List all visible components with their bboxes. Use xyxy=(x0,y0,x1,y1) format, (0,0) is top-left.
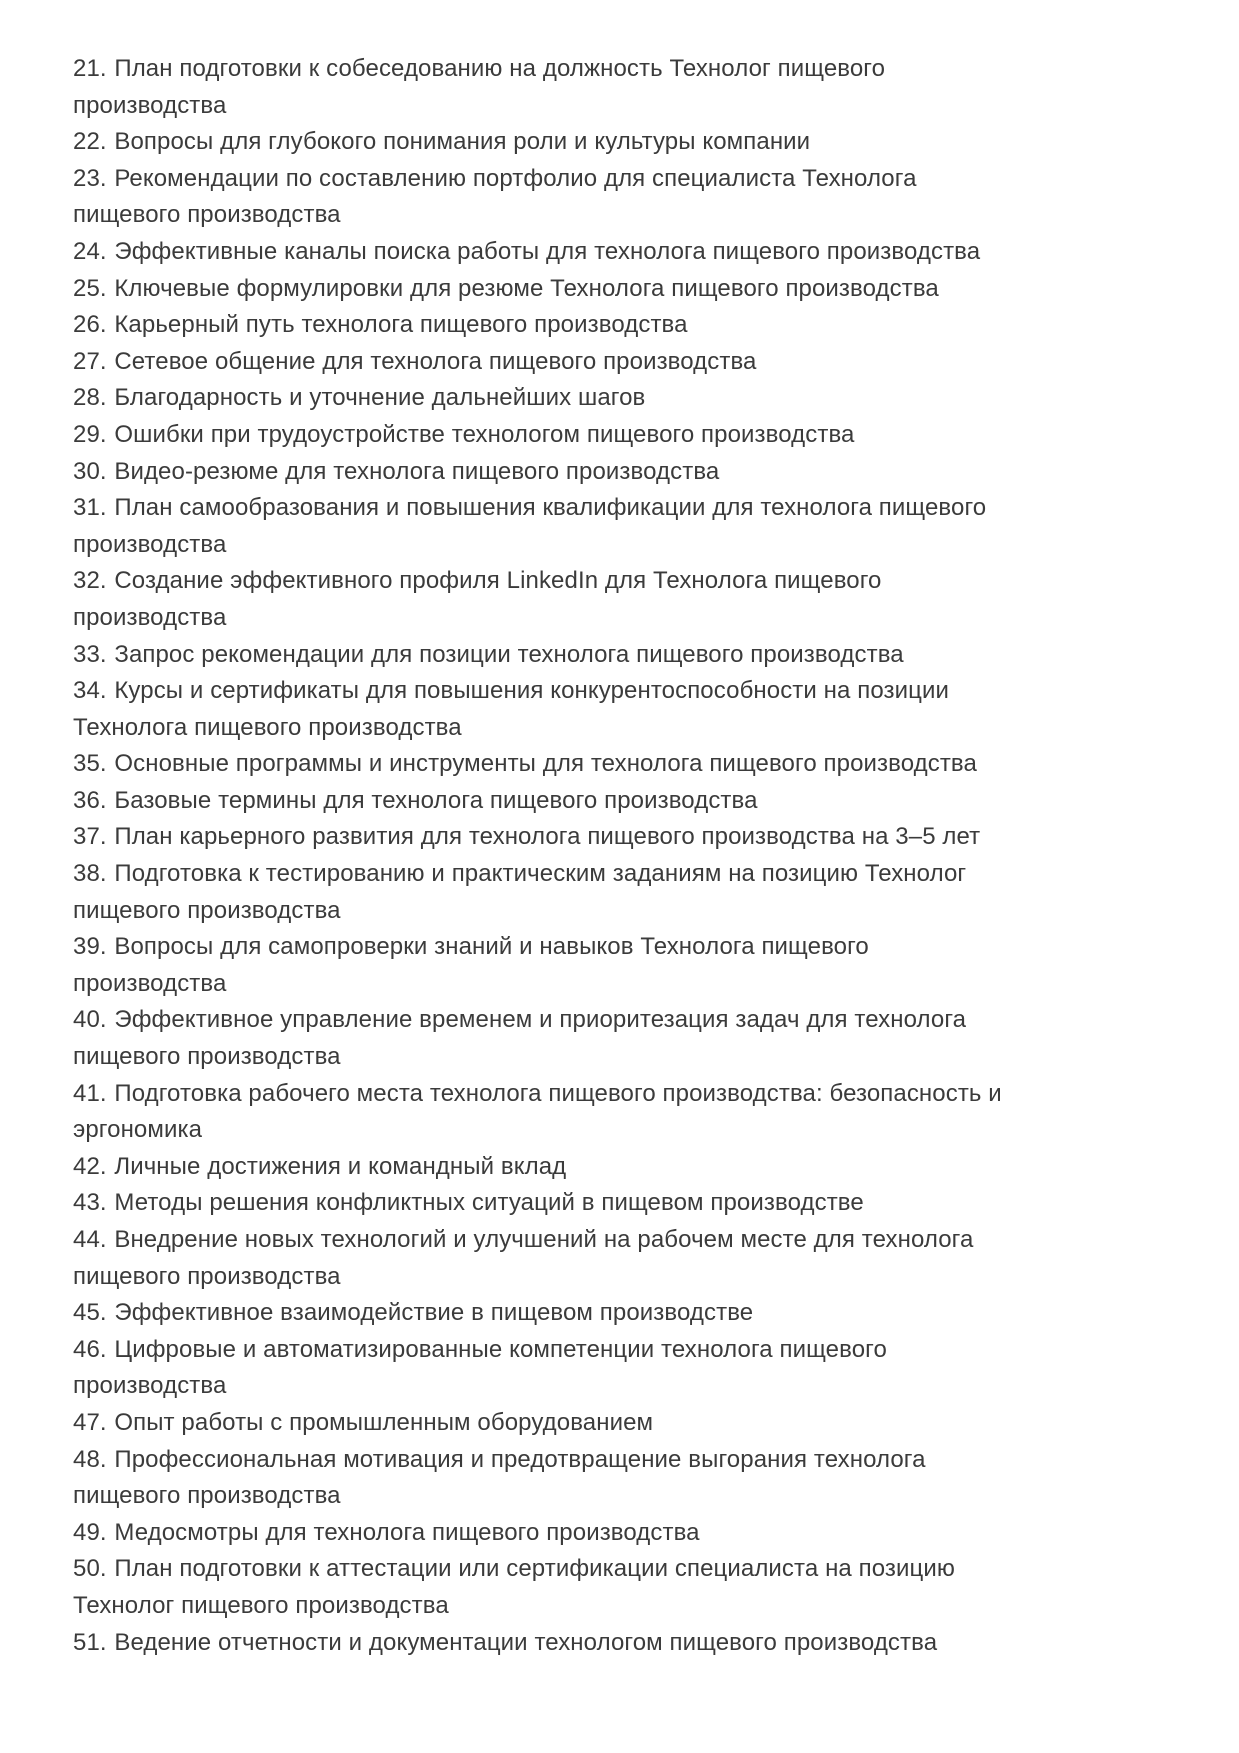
list-item-text: Рекомендации по составлению портфолио для специалиста Технолога пищевого производства xyxy=(73,164,917,229)
list-item-number: 27. xyxy=(73,347,107,375)
list-item-text: Профессиональная мотивация и предотвращение выгорания технолога пищевого производства xyxy=(73,1445,926,1510)
list-item xyxy=(73,746,1025,783)
list-item-number: 38. xyxy=(73,860,107,888)
list-item-text: Вопросы для глубокого понимания роли и культуры компании xyxy=(114,128,811,156)
list-item xyxy=(73,1332,1025,1405)
list-item xyxy=(73,856,1025,929)
list-item-number: 45. xyxy=(73,1299,107,1327)
list-item-number: 36. xyxy=(73,786,107,814)
list-item xyxy=(73,344,1025,381)
list-item-number: 40. xyxy=(73,1006,107,1034)
list-item xyxy=(73,51,1025,124)
list-item-number: 30. xyxy=(73,457,107,485)
list-item xyxy=(73,1551,1025,1624)
list-item xyxy=(73,819,1025,856)
list-item-text: Видео-резюме для технолога пищевого производства xyxy=(114,457,720,485)
list-item-text: Карьерный путь технолога пищевого производства xyxy=(114,311,688,339)
list-item-text: План подготовки к собеседованию на должность Технолог пищевого производства xyxy=(73,55,886,119)
list-item xyxy=(73,1295,1025,1332)
list-item-number: 26. xyxy=(73,311,107,339)
list-item-text: Подготовка рабочего места технолога пищевого производства: безопасность и эргономика xyxy=(73,1079,1002,1144)
list-item-number: 24. xyxy=(73,237,107,265)
list-item-number: 28. xyxy=(73,384,107,412)
list-item-text: Личные достижения и командный вклад xyxy=(114,1152,567,1180)
list-item-text: Эффективное взаимодействие в пищевом производстве xyxy=(114,1299,754,1327)
list-item-text: Эффективные каналы поиска работы для технолога пищевого производства xyxy=(114,237,981,265)
list-item xyxy=(73,1442,1025,1515)
list-item xyxy=(73,637,1025,674)
list-item-number: 46. xyxy=(73,1335,107,1363)
list-item xyxy=(73,1625,1025,1662)
list-item-number: 23. xyxy=(73,164,107,192)
list-item-text: Основные программы и инструменты для технолога пищевого производства xyxy=(114,750,977,778)
list-item-text: Медосмотры для технолога пищевого производства xyxy=(114,1518,700,1546)
list-item xyxy=(73,1185,1025,1222)
list-item-number: 41. xyxy=(73,1079,107,1107)
list-item-text: Ведение отчетности и документации технологом пищевого производства xyxy=(114,1628,938,1656)
list-item-number: 47. xyxy=(73,1408,107,1436)
list-item xyxy=(73,1076,1025,1149)
list-item-number: 48. xyxy=(73,1445,107,1473)
list-item-text: Базовые термины для технолога пищевого производства xyxy=(114,786,758,814)
list-item-text: Сетевое общение для технолога пищевого производства xyxy=(114,347,757,375)
list-item-number: 42. xyxy=(73,1152,107,1180)
list-item xyxy=(73,1405,1025,1442)
list-item-text: Ошибки при трудоустройстве технологом пищевого производства xyxy=(114,420,855,448)
list-item-number: 34. xyxy=(73,677,107,705)
list-item-text: Благодарность и уточнение дальнейших шагов xyxy=(114,384,646,412)
list-item-text: Курсы и сертификаты для повышения конкурентоспособности на позиции Технолога пищевого производства xyxy=(73,677,949,741)
list-item xyxy=(73,417,1025,454)
list-item xyxy=(73,161,1025,234)
list-item-text: План подготовки к аттестации или сертификации специалиста на позицию Технолог пищевого производства xyxy=(73,1555,955,1619)
list-item xyxy=(73,271,1025,308)
list-item-number: 43. xyxy=(73,1189,107,1217)
list-item-number: 51. xyxy=(73,1628,107,1656)
list-item xyxy=(73,783,1025,820)
list-item-number: 22. xyxy=(73,128,107,156)
list-item-text: Вопросы для самопроверки знаний и навыков Технолога пищевого производства xyxy=(73,933,869,997)
list-item-number: 50. xyxy=(73,1555,107,1583)
list-item xyxy=(73,307,1025,344)
list-item-text: Методы решения конфликтных ситуаций в пищевом производстве xyxy=(114,1189,864,1217)
list-item-number: 31. xyxy=(73,494,107,522)
list-item-number: 33. xyxy=(73,640,107,668)
list-item-text: План самообразования и повышения квалификации для технолога пищевого производства xyxy=(73,494,987,558)
list-item xyxy=(73,124,1025,161)
list-item-number: 32. xyxy=(73,567,107,595)
list-item-text: План карьерного развития для технолога пищевого производства на 3–5 лет xyxy=(114,823,981,851)
list-item xyxy=(73,929,1025,1002)
list-item-text: Опыт работы с промышленным оборудованием xyxy=(114,1408,654,1436)
list-item xyxy=(73,1149,1025,1186)
list-item xyxy=(73,454,1025,491)
list-item xyxy=(73,234,1025,271)
list-item-number: 39. xyxy=(73,933,107,961)
list-item xyxy=(73,490,1025,563)
list-item-text: Ключевые формулировки для резюме Технолога пищевого производства xyxy=(114,274,939,302)
list-item xyxy=(73,1222,1025,1295)
numbered-list xyxy=(73,51,1025,1661)
list-item xyxy=(73,563,1025,636)
list-item-text: Создание эффективного профиля LinkedIn для Технолога пищевого производства xyxy=(73,567,882,631)
list-item xyxy=(73,380,1025,417)
list-item-number: 49. xyxy=(73,1518,107,1546)
list-item-text: Цифровые и автоматизированные компетенции технолога пищевого производства xyxy=(73,1335,887,1400)
list-item xyxy=(73,1002,1025,1075)
list-item-number: 21. xyxy=(73,55,107,82)
list-item-text: Подготовка к тестированию и практическим заданиям на позицию Технолог пищевого производства xyxy=(73,860,967,924)
list-item-text: Запрос рекомендации для позиции технолога пищевого производства xyxy=(114,640,904,668)
list-item-text: Эффективное управление временем и приоритезация задач для технолога пищевого производства xyxy=(73,1006,967,1071)
list-item-number: 29. xyxy=(73,420,107,448)
list-item-number: 35. xyxy=(73,750,107,778)
list-item-text: Внедрение новых технологий и улучшений на рабочем месте для технолога пищевого производства xyxy=(73,1226,974,1290)
list-item xyxy=(73,673,1025,746)
list-item xyxy=(73,1515,1025,1552)
list-item-number: 44. xyxy=(73,1226,107,1253)
list-item-number: 25. xyxy=(73,274,107,302)
list-item-number: 37. xyxy=(73,823,107,851)
